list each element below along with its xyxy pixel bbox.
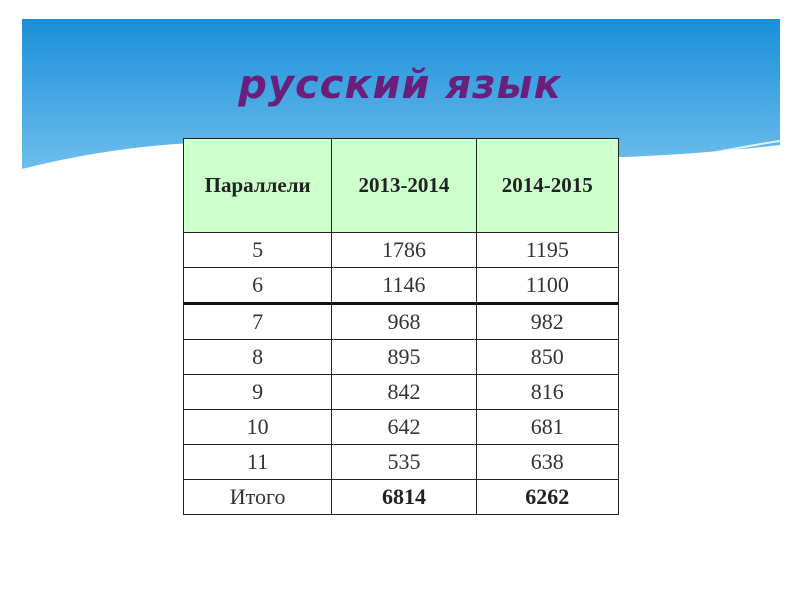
slide-title: русский язык <box>238 62 562 108</box>
cell-2013-2014: 1146 <box>332 268 476 304</box>
cell-parallel: 5 <box>184 233 332 268</box>
table-row <box>184 445 619 480</box>
header-2014-2015: 2014-2015 <box>476 139 618 233</box>
total-2013-2014: 6814 <box>332 480 476 515</box>
cell-parallel: 6 <box>184 268 332 304</box>
table-row <box>184 340 619 375</box>
cell-2013-2014: 842 <box>332 375 476 410</box>
cell-parallel: 8 <box>184 340 332 375</box>
cell-2014-2015: 638 <box>476 445 618 480</box>
table-row <box>184 268 619 304</box>
table-row <box>184 304 619 340</box>
cell-2014-2015: 982 <box>476 304 618 340</box>
total-2014-2015: 6262 <box>476 480 618 515</box>
cell-2014-2015: 681 <box>476 410 618 445</box>
table-row <box>184 375 619 410</box>
total-label: Итого <box>184 480 332 515</box>
cell-2013-2014: 968 <box>332 304 476 340</box>
cell-2013-2014: 895 <box>332 340 476 375</box>
cell-2014-2015: 1100 <box>476 268 618 304</box>
cell-2014-2015: 850 <box>476 340 618 375</box>
cell-2013-2014: 535 <box>332 445 476 480</box>
cell-parallel: 7 <box>184 304 332 340</box>
table-row <box>184 233 619 268</box>
cell-2013-2014: 642 <box>332 410 476 445</box>
data-table <box>183 138 619 515</box>
cell-parallel: 10 <box>184 410 332 445</box>
cell-parallel: 9 <box>184 375 332 410</box>
cell-2013-2014: 1786 <box>332 233 476 268</box>
cell-parallel: 11 <box>184 445 332 480</box>
header-2013-2014: 2013-2014 <box>332 139 476 233</box>
cell-2014-2015: 1195 <box>476 233 618 268</box>
cell-2014-2015: 816 <box>476 375 618 410</box>
header-parallels: Параллели <box>184 139 332 233</box>
table-header-row <box>184 139 619 233</box>
table-total-row <box>184 480 619 515</box>
table-row <box>184 410 619 445</box>
